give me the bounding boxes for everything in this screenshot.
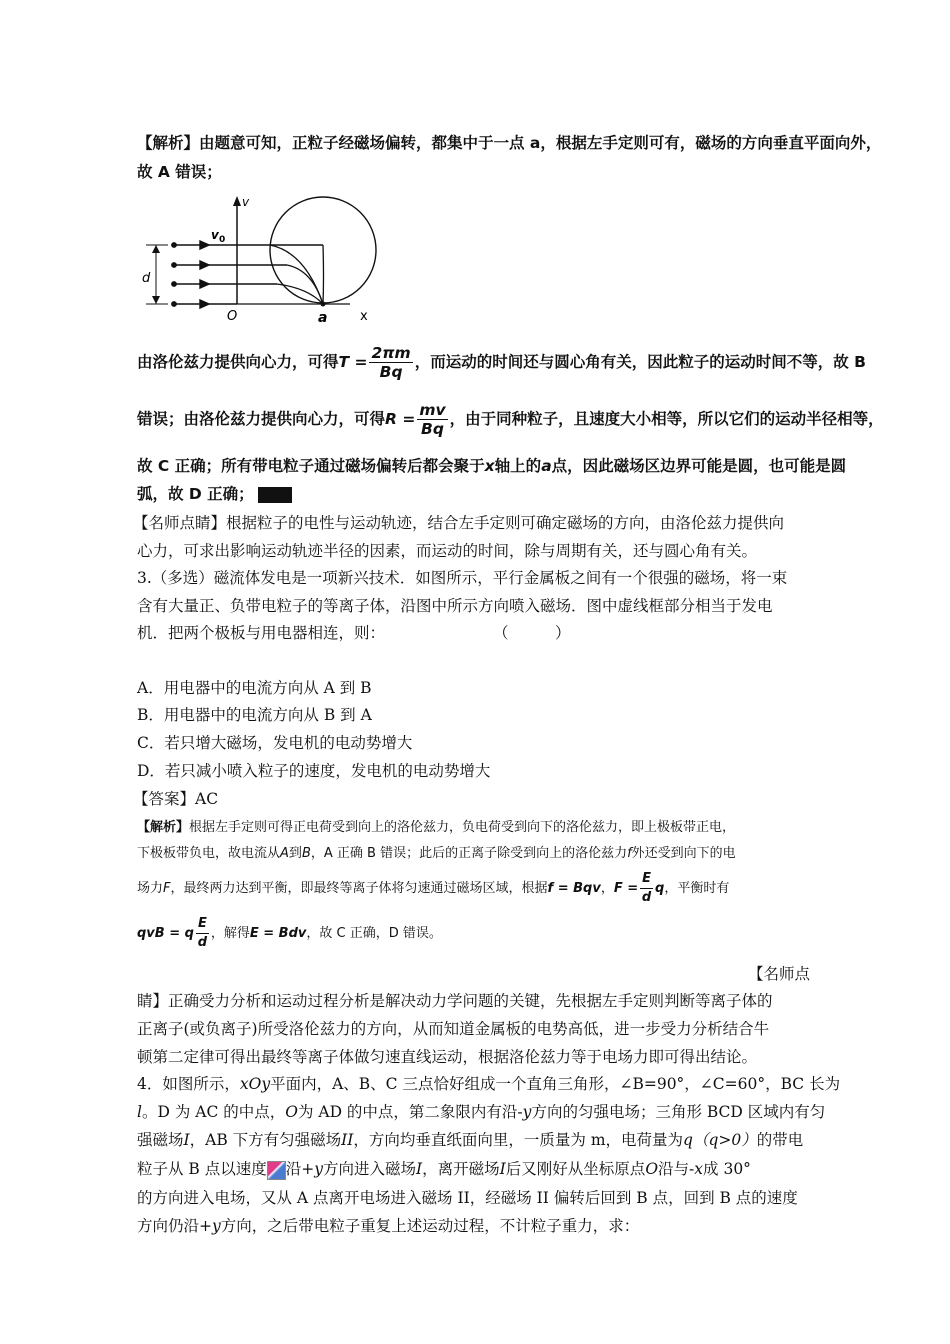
q3-analysis-F: F (163, 881, 171, 896)
period-line (137, 343, 866, 381)
redaction-box (258, 487, 292, 503)
q4-2c: 方向的匀强电场；三角形 BCD 区域内有匀 (531, 1103, 826, 1121)
q3-analysis-3c: ，平衡时有 (664, 881, 730, 896)
q4-O: O (285, 1103, 298, 1121)
tip-line-2: 心力，可求出影响运动轨迹半径的因素，而运动的时间，除与周期有关，还与圆心角有关。 (137, 542, 758, 560)
analysis-line-2 (137, 162, 222, 182)
q3-option-b: B．用电器中的电流方向从 B 到 A (137, 706, 372, 724)
conclusion-line (137, 484, 292, 504)
eq-balance-lhs: qvB = q (137, 926, 194, 941)
label-v: v (242, 195, 250, 209)
eq-F-q: q (655, 881, 665, 896)
q3-analysis-2a: 下极板带负电，故电流从 (137, 846, 281, 861)
eq-F-numerator: E (640, 870, 653, 889)
q3-analysis-2b: 到 (288, 846, 302, 861)
q3-analysis-line-3 (137, 870, 729, 907)
q3-analysis-2d: 外还受到向下的电 (631, 846, 736, 861)
q4-4-y: y (314, 1160, 324, 1178)
q3-analysis-4c: ，故 C 正确，D 错误。 (306, 926, 442, 941)
q4-4f: 沿与- (658, 1160, 695, 1178)
tip2-line-3: 顿第二定律可得出最终等离子体做匀速直线运动，根据洛伦兹力等于电场力即可得出结论。 (137, 1048, 758, 1066)
q4-2b: 为 AD 的中点，第二象限内有沿- (297, 1103, 523, 1121)
q4-1a: 4．如图所示， (137, 1075, 240, 1093)
d-arrow-down (152, 296, 160, 304)
q4-6-y: y (212, 1217, 221, 1235)
analysis-text-2: 故 A 错误； (137, 163, 222, 181)
converge-text-3: 点，因此磁场区边界可能是圆，也可能是圆 (551, 457, 847, 475)
q3-analysis-2c: ，A 正确 B 错误；此后的正离子除受到向上的洛伦兹力 (310, 846, 628, 861)
q3-answer: 【答案】AC (133, 790, 219, 808)
q3-option-d: D．若只减小喷入粒子的速度，发电机的电动势增大 (137, 762, 491, 780)
q3-line-3 (137, 623, 571, 643)
trajectories (270, 245, 324, 304)
eq-f-bqv: f = Bqv (547, 881, 601, 896)
label-a: a (318, 310, 328, 326)
period-text-1: 由洛伦兹力提供向心力，可得 (137, 353, 339, 371)
radius-numerator: mv (419, 401, 446, 419)
q3-analysis-line-1 (137, 818, 735, 838)
q4-y: y (522, 1103, 532, 1121)
analysis-line-1 (137, 133, 881, 153)
q4-4-I2: I (499, 1160, 506, 1178)
converge-text-2: 轴上的 (494, 457, 542, 475)
tip2-tag-line: 【名师点 (748, 965, 811, 983)
q4-4-O: O (645, 1160, 659, 1178)
q3-option-a: A．用电器中的电流方向从 A 到 B (137, 679, 372, 697)
q3-analysis-comma: ， (600, 881, 614, 896)
radius-lhs: R = (385, 410, 416, 428)
magnetic-field-figure (140, 192, 380, 327)
period-denominator: Bq (379, 363, 403, 381)
converge-line (137, 456, 846, 476)
eq-F-fraction (640, 870, 653, 907)
q3-option-c: C．若只增大磁场，发电机的电动势增大 (137, 734, 413, 752)
q3-analysis-4b: ，解得 (210, 926, 250, 941)
q3-analysis-B: B (301, 846, 311, 861)
q4-1b: 平面内，A、B、C 三点恰好组成一个直角三角形，∠B=90°，∠C=60°，BC 长为 (270, 1075, 841, 1093)
analysis-tag: 【解析】 (137, 134, 200, 152)
q4-3b: ，AB 下方有匀强磁场 (189, 1131, 342, 1149)
q4-4b: 沿+ (285, 1160, 315, 1178)
q3-analysis-3a: 场力 (137, 881, 164, 896)
q4-line-4 (137, 1159, 751, 1180)
radius-fraction (417, 401, 447, 438)
q4-6a: 方向仍沿+ (137, 1217, 212, 1235)
q3-analysis-tag: 【解析】 (137, 820, 190, 835)
point-a-dot (321, 302, 326, 307)
q3-analysis-f: f (627, 846, 632, 861)
converge-x: x (484, 457, 495, 475)
radius-text-1: 错误；由洛伦兹力提供向心力，可得 (137, 410, 386, 428)
period-lhs: T = (338, 353, 368, 371)
q4-charge: q（q>0） (683, 1131, 757, 1149)
label-v0-sub: 0 (219, 235, 226, 245)
eq-balance-denominator: d (197, 935, 208, 950)
y-axis-arrow (233, 196, 241, 206)
q4-line-5: 的方向进入电场，又从 A 点离开电场进入磁场 II，经磁场 II 偏转后回到 B 点，回到 B 点的速度 (137, 1189, 798, 1207)
q4-3a: 强磁场 (137, 1131, 184, 1149)
q3-analysis-text-1: 根据左手定则可得正电荷受到向上的洛伦兹力，负电荷受到向下的洛伦兹力，即上极板带正电， (189, 820, 736, 835)
period-text-2: ，而运动的时间还与圆心角有关，因此粒子的运动时间不等，故 B (414, 353, 866, 371)
q4-4-x: x (694, 1160, 704, 1178)
label-v0: v (211, 228, 219, 242)
q3-analysis-line-2 (137, 844, 736, 864)
q3-analysis-line-4 (137, 915, 442, 952)
converge-a: a (541, 457, 552, 475)
q4-field-II: II (341, 1131, 354, 1149)
radius-denominator: Bq (421, 420, 444, 438)
q3-analysis-A: A (280, 846, 289, 861)
q4-4c: 方向进入磁场 (323, 1160, 417, 1178)
q4-4a: 粒子从 B 点以速度 (137, 1160, 267, 1178)
label-d: d (142, 271, 151, 286)
label-x: x (360, 309, 368, 324)
q4-4d: ，离开磁场 (422, 1160, 500, 1178)
q4-l: l (137, 1103, 142, 1121)
q3-analysis-3b: ，最终两力达到平衡，即最终等离子体将匀速通过磁场区域，根据 (170, 881, 548, 896)
tip2-line-1: 睛】正确受力分析和运动过程分析是解决动力学问题的关键，先根据左手定则判断等离子体的 (137, 992, 773, 1010)
q4-xoy: xOy (239, 1075, 271, 1093)
q4-2a: 。D 为 AC 的中点， (141, 1103, 286, 1121)
eq-E-bdv: E = Bdv (249, 926, 307, 941)
q4-4e: 后又刚好从坐标原点 (505, 1160, 646, 1178)
eq-balance-fraction (196, 915, 209, 952)
period-numerator: 2πm (371, 344, 411, 362)
velocity-image-icon (267, 1161, 286, 1180)
q3-answer-paren: （ ） (493, 624, 571, 642)
tip-line-1: 【名师点睛】根据粒子的电性与运动轨迹，结合左手定则可确定磁场的方向，由洛伦兹力提供向 (133, 514, 785, 532)
q4-line-6 (137, 1216, 639, 1236)
q4-line-3 (137, 1130, 803, 1150)
q3-stem-end: 机．把两个极板与用电器相连，则： (137, 624, 386, 642)
tip2-line-2: 正离子(或负离子)所受洛伦兹力的方向，从而知道金属板的电势高低，进一步受力分析结合牛 (137, 1020, 770, 1038)
q4-3c: ，方向均垂直纸面向里，一质量为 m，电荷量为 (353, 1131, 684, 1149)
q4-6b: 方向，之后带电粒子重复上述运动过程，不计粒子重力，求： (220, 1217, 640, 1235)
q4-4g: 成 30° (703, 1160, 751, 1178)
q3-line-1: 3.（多选）磁流体发电是一项新兴技术．如图所示，平行金属板之间有一个很强的磁场，将一束 (137, 569, 788, 587)
eq-F-lhs: F = (613, 881, 639, 896)
converge-text-1: 故 C 正确；所有带电粒子通过磁场偏转后都会聚于 (137, 457, 485, 475)
period-fraction (369, 344, 412, 381)
conclusion-text: 弧，故 D 正确； (137, 485, 254, 503)
q4-3d: 的带电 (756, 1131, 804, 1149)
q4-4-I: I (416, 1160, 423, 1178)
q4-field-I: I (183, 1131, 190, 1149)
label-origin: O (227, 309, 238, 324)
radius-text-2: ，由于同种粒子，且速度大小相等，所以它们的运动半径相等， (449, 410, 884, 428)
q3-line-2: 含有大量正、负带电粒子的等离子体，沿图中所示方向喷入磁场．图中虚线框部分相当于发电 (137, 597, 773, 615)
radius-line (137, 400, 884, 438)
eq-F-denominator: d (641, 890, 652, 905)
eq-balance-numerator: E (196, 915, 209, 934)
analysis-text-1: 由题意可知，正粒子经磁场偏转，都集中于一点 a，根据左手定则可有，磁场的方向垂直平面向外， (199, 134, 882, 152)
q4-line-2 (137, 1102, 825, 1122)
d-arrow-up (152, 245, 160, 253)
q4-line-1 (137, 1074, 840, 1094)
